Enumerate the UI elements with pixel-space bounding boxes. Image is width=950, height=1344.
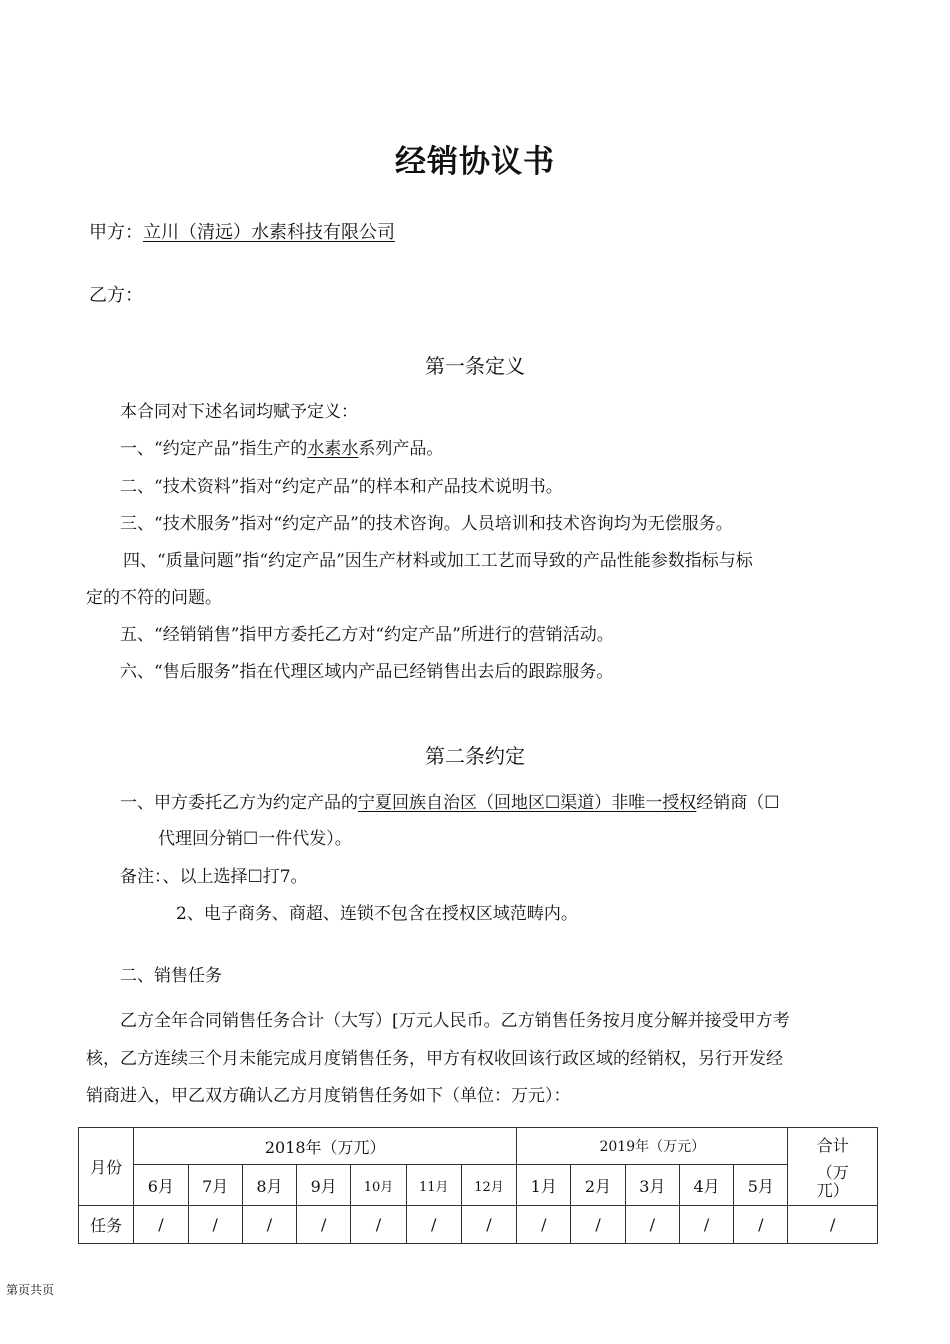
clause1-line1	[120, 793, 780, 813]
month-cell: 11月	[406, 1165, 461, 1206]
task-row-header: 任务	[79, 1206, 134, 1244]
party-b-label: 乙方：	[89, 285, 143, 306]
definition-item-1-pre: 一、“约定产品”指生产的	[120, 439, 308, 459]
clause1-post: 经销商（☐	[696, 793, 780, 813]
month-cell: 8月	[242, 1165, 296, 1206]
clause2-para-line1: 乙方全年合同销售任务合计（大写）[万元人民币。乙方销售任务按月度分解并接受甲方考	[120, 1011, 790, 1031]
month-cell: 10月	[351, 1165, 406, 1206]
task-cell: /	[625, 1206, 679, 1244]
definition-item-1-post: 系列产品。	[358, 439, 444, 459]
task-cell: /	[406, 1206, 461, 1244]
task-cell: /	[297, 1206, 351, 1244]
definition-item-4-line2: 定的不符的问题。	[86, 588, 222, 608]
note-1: 、以上选择☐打7。	[162, 867, 308, 887]
note-2: 2、电子商务、商超、连锁不包含在授权区域范畴内。	[176, 904, 578, 924]
definition-item-4-line1: 四、“质量问题”指“约定产品”因生产材料或加工工艺而导致的产品性能参数指标与标	[123, 551, 753, 571]
note-line-1	[120, 867, 308, 887]
task-cell: /	[517, 1206, 571, 1244]
task-cell: /	[679, 1206, 733, 1244]
clause1-pre: 一、甲方委托乙方为约定产品的	[120, 793, 358, 813]
definition-item-1	[120, 439, 443, 459]
sales-task-table	[78, 1127, 878, 1244]
month-cell: 1月	[517, 1165, 571, 1206]
clause1-region: 宁夏回族自治区	[358, 793, 477, 813]
month-cell: 12月	[461, 1165, 516, 1206]
month-row-header: 月份	[79, 1128, 134, 1206]
task-cell: /	[734, 1206, 788, 1244]
month-cell: 5月	[734, 1165, 788, 1206]
definition-item-3: 三、“技术服务”指对“约定产品”的技术咨询。人员培训和技术咨询均为无偿服务。	[120, 514, 733, 534]
month-cell: 9月	[297, 1165, 351, 1206]
total-label: 合计	[816, 1136, 849, 1155]
document-title: 经销协议书	[395, 144, 555, 180]
definition-item-6: 六、“售后服务”指在代理区域内产品已经销售出去后的跟踪服务。	[120, 662, 614, 682]
article1-intro: 本合同对下述名词均赋予定义：	[120, 402, 358, 422]
month-cell: 2月	[571, 1165, 625, 1206]
task-total-cell: /	[788, 1206, 878, 1244]
month-cell: 6月	[134, 1165, 188, 1206]
article1-heading: 第一条定义	[425, 354, 525, 378]
clause1-options: （回地区☐渠道	[477, 793, 595, 813]
clause2-heading: 二、销售任务	[120, 966, 222, 986]
task-cell: /	[242, 1206, 296, 1244]
party-a-name: 立川（清远）水素科技有限公司	[143, 222, 395, 243]
task-cell: /	[188, 1206, 242, 1244]
party-a-label: 甲方：	[89, 222, 143, 243]
task-cell: /	[351, 1206, 406, 1244]
month-cell: 3月	[625, 1165, 679, 1206]
clause1-line2: 代理回分销☐一件代发）。	[158, 829, 352, 849]
page-footer: 第页共页	[6, 1283, 55, 1297]
task-cell: /	[134, 1206, 188, 1244]
task-cell: /	[461, 1206, 516, 1244]
total-header	[788, 1128, 878, 1206]
party-a-line	[89, 223, 395, 243]
task-cell: /	[571, 1206, 625, 1244]
year-2019-header: 2019年（万元）	[517, 1128, 788, 1165]
definition-item-2: 二、“技术资料”指对“约定产品”的样本和产品技术说明书。	[120, 477, 563, 497]
year-2018-header: 2018年（万兀）	[134, 1128, 517, 1165]
clause2-para-line3: 销商进入，甲乙双方确认乙方月度销售任务如下（单位：万元）：	[86, 1086, 571, 1106]
definition-item-1-product: 水素水	[307, 439, 359, 459]
definition-item-5: 五、“经销销售”指甲方委托乙方对“约定产品”所进行的营销活动。	[120, 625, 614, 645]
clause1-scope: ）非唯一授权	[594, 793, 697, 813]
note-label: 备注：	[120, 867, 163, 887]
total-unit: （万兀）	[816, 1163, 849, 1200]
clause2-para-line2: 核，乙方连续三个月未能完成月度销售任务，甲方有权收回该行政区域的经销权，另行开发经	[86, 1049, 783, 1069]
month-cell: 7月	[188, 1165, 242, 1206]
month-cell: 4月	[679, 1165, 733, 1206]
article2-heading: 第二条约定	[425, 744, 525, 768]
